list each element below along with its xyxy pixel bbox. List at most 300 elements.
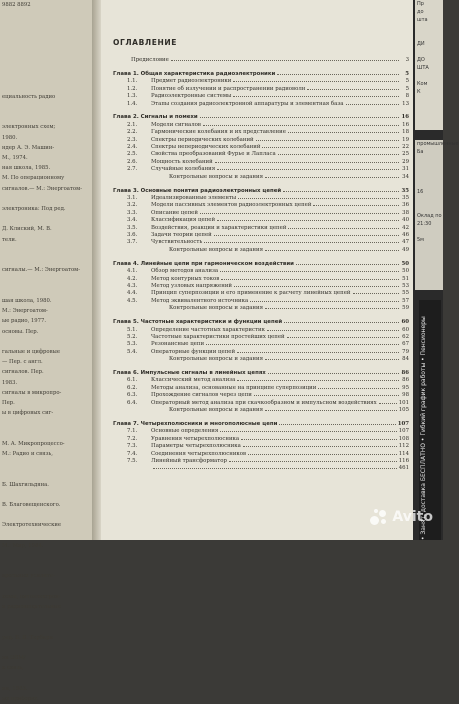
toc-entry-number: 2.6. (127, 158, 138, 165)
toc-entry-page: 40 (402, 217, 409, 224)
toc-leader-dots (296, 264, 399, 265)
toc-entry-page: 67 (402, 341, 409, 348)
toc-leader-dots (250, 301, 399, 302)
toc-entry (113, 443, 409, 450)
toc-entry-text: Чувствительность (151, 239, 203, 246)
toc-entry-page: 62 (402, 333, 409, 340)
toc-entry-text: Воздействия, реакции и характеристики цепей (151, 224, 287, 231)
left-page-line (0, 612, 96, 622)
left-page-line: сигналы в микропро- (2, 389, 62, 396)
toc-entry-number: 6.2. (127, 384, 138, 391)
toc-entry-page: 50 (402, 268, 409, 275)
left-page-line (0, 561, 96, 571)
toc-leader-dots (284, 322, 399, 323)
toc-entry-text: Метод эквивалентного источника (151, 297, 249, 304)
background-newspaper (413, 0, 459, 540)
left-page-line (0, 245, 96, 255)
toc-entry-number: 5.2. (127, 333, 138, 340)
newspaper-middle (415, 140, 459, 290)
left-page-line (0, 112, 96, 122)
toc-entry-text: Частотные характеристики простейших цепей (151, 333, 285, 340)
newspaper-line: Оклад по (417, 213, 442, 219)
toc-entry-text: Описание цепей (151, 209, 198, 216)
toc-entry-number: 3.7. (127, 239, 138, 246)
left-page-line: электронных схем; (2, 124, 56, 131)
toc-leader-dots (243, 446, 397, 447)
toc-entry-text: Идеализированные элементы (151, 195, 237, 201)
toc-entry (113, 232, 409, 239)
toc-leader-dots (267, 330, 399, 331)
left-page-line: к связь, (2, 665, 24, 672)
left-page-line (0, 275, 96, 285)
left-page-line (0, 551, 96, 561)
toc-leader-dots (171, 60, 399, 61)
left-page-line: сигналов.— М.: Энергоатом- (2, 185, 82, 192)
toc-leader-dots (265, 177, 399, 178)
left-page-line: сигналы.— М.: Энергоатом- (2, 267, 81, 274)
toc-entry-text: Понятие об излучении и распространении радиоволн (151, 85, 306, 92)
toc-entry-page: 107 (397, 420, 409, 427)
toc-entry-number: 3.5. (127, 224, 138, 231)
toc-entry-text: Глава 2. Сигналы и помехи (113, 114, 198, 121)
toc-entry (113, 458, 409, 465)
toc-entry-page: 13 (402, 100, 409, 107)
toc-entry (113, 174, 409, 181)
left-page-line: 1980. (2, 134, 18, 141)
left-page-line (0, 102, 96, 112)
toc-entry-text: Предмет радиоэлектроники (151, 78, 232, 85)
left-page-line: ред. Б. В. Тербари (2, 634, 54, 641)
left-page-line: основы. Пер. (2, 328, 39, 335)
toc-chapter (113, 421, 409, 428)
toc-entry-number: 6.4. (127, 399, 138, 406)
toc-entry-number: 6.1. (127, 377, 138, 384)
toc-entry-page: 31 (402, 166, 409, 173)
toc-entry (113, 78, 409, 85)
left-page-line: ы в цифровых сиг- (2, 410, 54, 417)
newspaper-line (415, 196, 443, 204)
toc-entry-number: 7.3. (127, 443, 138, 450)
toc-entry-text: Глава 7. Четырехполюсники и многополюсные цепи (113, 420, 278, 427)
toc-entry-page: 29 (402, 158, 409, 165)
toc-entry-page: 19 (402, 136, 409, 143)
avito-watermark-text: Avito (392, 509, 433, 525)
toc-leader-dots (153, 468, 397, 469)
toc-entry-text: Классический метод анализа (151, 377, 236, 384)
toc-entry (113, 239, 409, 246)
toc-entry-number: 4.2. (127, 275, 138, 282)
newspaper-line: ДО (417, 57, 425, 63)
right-page (101, 0, 413, 540)
toc-entry (113, 334, 409, 341)
toc-entry-text: Параметры четырехполюсника (151, 443, 241, 450)
toc-entry (113, 356, 409, 363)
toc-entry-page: 50 (401, 260, 409, 267)
left-page-line: на ЭВМ/ (2, 655, 26, 661)
newspaper-line: Пр (417, 1, 424, 7)
toc-entry-number: 1.2. (127, 85, 138, 92)
left-page-line: шая школа, 1980. (2, 297, 52, 304)
toc-entry-page: 79 (402, 348, 409, 355)
left-page-line (0, 337, 96, 347)
toc-entry-text: Метод контурных токов (151, 275, 220, 282)
toc-entry-text: Контрольные вопросы и задания (169, 305, 264, 312)
toc-entry (113, 129, 409, 136)
toc-leader-dots (200, 117, 399, 118)
toc-leader-dots (220, 431, 396, 432)
left-page-line (0, 255, 96, 265)
left-page-line (0, 194, 96, 204)
left-page-line: и радиовещательные (2, 603, 62, 610)
toc-leader-dots (214, 235, 399, 236)
toc-entry-text: Модели пассивных элементов радиоэлектронных цепей (151, 202, 312, 209)
left-page-line: Д. Клиский, М. В. (2, 226, 52, 233)
toc-entry-number: 3.4. (127, 217, 138, 224)
toc-entry (113, 101, 409, 108)
toc-entry-page: 42 (402, 224, 409, 231)
toc-entry-text: Радиоэлектронные системы (151, 93, 232, 100)
toc-entry (113, 290, 409, 297)
toc-leader-dots (277, 74, 399, 75)
toc-entry-number: 3.1. (127, 195, 138, 201)
toc-entry-text: Контрольные вопросы и задания (169, 173, 264, 180)
toc-entry-number: 6.3. (127, 392, 138, 399)
toc-entry-text: Предисловие (131, 57, 169, 63)
toc-entry-text: Глава 5. Частотные характеристики и функции цепей (113, 319, 283, 326)
left-page-line (0, 41, 96, 51)
toc-entry (113, 276, 409, 283)
toc-entry-number: 1.4. (127, 100, 138, 107)
toc-entry-page: 38 (402, 209, 409, 216)
toc-leader-dots (248, 454, 397, 455)
toc-entry (113, 392, 409, 399)
toc-entry-number: 2.3. (127, 136, 138, 143)
toc-entry-page: 16 (402, 121, 409, 128)
left-page-line (0, 418, 96, 428)
toc-entry-page: 107 (398, 428, 409, 435)
left-page-line: 9882 8892 (2, 2, 31, 8)
toc-entry-number: 2.1. (127, 121, 138, 128)
left-page-line: М.: Энергоатом- (2, 308, 48, 315)
toc-entry (113, 341, 409, 348)
toc-entry-number: 5.3. (127, 341, 138, 348)
left-page-line: В. Благовещенского. (2, 501, 61, 508)
toc-leader-dots (265, 359, 399, 360)
left-page-line: — Пер. с англ. (2, 359, 43, 366)
left-page-line (0, 490, 96, 500)
left-page-line: 1983. (2, 379, 18, 386)
toc-chapter (113, 370, 409, 377)
toc-entry-text: Метод узловых напряжений (151, 282, 233, 289)
toc-entry (113, 436, 409, 443)
toc-entry (113, 268, 409, 275)
toc-entry (113, 217, 409, 224)
toc-entry-text: Прохождение сигналов через цепи (151, 392, 252, 399)
left-page-line (0, 61, 96, 71)
toc-entry-page: 46 (402, 232, 409, 239)
left-page-line (0, 531, 96, 541)
toc-entry-page: 36 (402, 202, 409, 209)
toc-entry-text: Классификация цепей (151, 217, 216, 224)
toc-leader-dots (217, 169, 399, 170)
toc-entry-page: 59 (402, 305, 409, 312)
toc-entry-text: Мощность колебаний (151, 158, 213, 165)
left-page-line: ндер А. Э. Машин- (2, 144, 55, 151)
toc-entry-number: 7.2. (127, 435, 138, 442)
left-page-line (0, 51, 96, 61)
toc-entry-text: Линейный трансформатор (151, 458, 227, 464)
toc-entry-page: 55 (402, 290, 409, 297)
left-page-line (0, 286, 96, 296)
toc-entry-page: 105 (398, 407, 409, 414)
toc-entry (113, 465, 409, 472)
left-page-line: М., 1974. (2, 155, 28, 162)
toc-leader-dots (287, 337, 399, 338)
toc-entry-number: 5.1. (127, 326, 138, 333)
left-page-line: гальные и цифровые (2, 348, 60, 355)
toc-entry-text: Глава 6. Импульсные сигналы в линейных цепях (113, 370, 266, 377)
left-page-line: сигналов. Пер. (2, 369, 44, 376)
toc-entry-page: 108 (398, 435, 409, 442)
toc-entry-number: 3.6. (127, 232, 138, 239)
toc-leader-dots (262, 147, 399, 148)
toc-chapter (113, 319, 409, 326)
toc-entry-page: 22 (402, 144, 409, 151)
toc-leader-dots (279, 424, 395, 425)
toc-entry-page: 86 (401, 370, 409, 377)
left-page-line (0, 469, 96, 479)
toc-entry-number: 7.5. (127, 458, 138, 464)
left-page-line: М.: Мир, 1984. (2, 542, 44, 549)
toc-entry-text: Контрольные вопросы и задания (169, 246, 264, 253)
toc-leader-dots (283, 191, 399, 192)
toc-entry-number: 1.1. (127, 78, 138, 85)
toc-leader-dots (233, 96, 399, 97)
toc-leader-dots (237, 352, 399, 353)
toc-entry (113, 428, 409, 435)
newspaper-line: 21:30 (417, 221, 432, 227)
toc-entry-page: 86 (402, 377, 409, 384)
newspaper-line (415, 172, 443, 180)
toc-leader-dots (215, 162, 399, 163)
toc-leader-dots (288, 228, 399, 229)
toc-entry-page: 95 (402, 384, 409, 391)
table-of-contents (113, 38, 409, 473)
toc-entry-number: 3.2. (127, 202, 138, 209)
toc-entry-text: Задачи теории цепей (151, 232, 212, 239)
toc-entry-page: 35 (402, 195, 409, 201)
toc-entry-text: Соединения четырехполюсников (151, 450, 247, 457)
newspaper-line (415, 180, 443, 188)
left-page (0, 0, 96, 702)
toc-entry-page: 5 (405, 70, 409, 77)
toc-entry (113, 305, 409, 312)
toc-rows (113, 57, 409, 473)
toc-entry-page: 18 (402, 129, 409, 136)
toc-title: ОГЛАВЛЕНИЕ (113, 38, 177, 47)
toc-entry-text: Операторный метод анализа при скачкообразном и импульсном воздействиях (151, 399, 377, 406)
left-page-line (0, 643, 96, 653)
toc-entry-page: 35 (401, 187, 409, 194)
toc-entry (113, 166, 409, 173)
toc-leader-dots (238, 198, 399, 199)
toc-leader-dots (288, 132, 399, 133)
newspaper-line: Ба (417, 149, 424, 155)
newspaper-line (415, 228, 443, 236)
left-page-line (0, 31, 96, 41)
toc-entry-page: 47 (402, 239, 409, 246)
toc-leader-dots (220, 271, 399, 272)
newspaper-line: до (417, 9, 424, 15)
toc-entry (113, 298, 409, 305)
toc-entry-number: 2.7. (127, 166, 138, 173)
toc-entry-page: 5 (405, 85, 409, 92)
toc-entry (113, 195, 409, 202)
toc-entry-page: 98 (402, 392, 409, 399)
left-page-line (0, 622, 96, 632)
toc-entry-page: 16 (401, 114, 409, 121)
avito-logo-icon (370, 508, 388, 526)
newspaper-line (415, 204, 443, 212)
toc-entry-page: 8 (405, 93, 409, 100)
toc-entry-page: 49 (402, 246, 409, 253)
left-page-line: М.: Радио и связь, (2, 450, 53, 457)
toc-entry (113, 327, 409, 334)
toc-entry-number: 1.3. (127, 93, 138, 100)
toc-entry (113, 57, 409, 64)
toc-entry-page: 60 (401, 319, 409, 326)
left-page-line: ециальность радио (2, 93, 56, 100)
toc-entry-page: 57 (402, 297, 409, 304)
newspaper-line: 16 (417, 189, 424, 195)
toc-leader-dots (265, 250, 399, 251)
toc-entry-page: 461 (398, 465, 409, 472)
toc-leader-dots (278, 154, 399, 155)
toc-leader-dots (353, 293, 400, 294)
left-page-line: Пер. (2, 399, 15, 406)
toc-entry-text: Глава 3. Основные понятия радиоэлектронных цепей (113, 187, 282, 194)
newspaper-line (415, 156, 443, 164)
toc-entry-text: Этапы создания радиоэлектронной аппаратуры и элементная база (151, 100, 344, 107)
left-page-line (0, 20, 96, 30)
toc-leader-dots (265, 410, 397, 411)
left-page-line (0, 214, 96, 224)
avito-watermark (370, 508, 433, 526)
toc-leader-dots (241, 439, 397, 440)
toc-leader-dots (204, 242, 399, 243)
toc-entry-text: Спектры периодических колебаний (151, 136, 254, 143)
newspaper-line: К (417, 89, 421, 95)
toc-chapter (113, 114, 409, 121)
toc-entry (113, 86, 409, 93)
toc-entry-page: 114 (398, 450, 409, 457)
left-page-line (0, 71, 96, 81)
toc-leader-dots (268, 373, 399, 374)
toc-entry (113, 137, 409, 144)
left-page-line: ная школа, 1985. (2, 165, 51, 172)
left-page-line (0, 82, 96, 92)
toc-entry-text: Контрольные вопросы и задания (169, 356, 264, 363)
left-page-line: ии, 1983. (2, 685, 28, 692)
toc-entry-text: Свойства преобразований Фурье и Лапласа (151, 151, 276, 158)
left-page-line: ых приборах. (2, 695, 39, 702)
toc-leader-dots (234, 286, 399, 287)
toc-entry (113, 151, 409, 158)
toc-entry (113, 407, 409, 414)
left-page-line (0, 459, 96, 469)
toc-entry-text: Принцип суперпозиции и его применение к расчету линейных цепей (151, 290, 351, 297)
toc-leader-dots (203, 125, 399, 126)
newspaper-line: промышленные (417, 141, 459, 147)
newspaper-line: ШТА (417, 65, 429, 71)
toc-entry-text: Уравнения четырехполюсника (151, 435, 240, 442)
left-page-line: М. А. Микропроцессо- (2, 440, 65, 447)
left-page-line (0, 673, 96, 683)
newspaper-line (415, 32, 443, 40)
toc-leader-dots (254, 395, 399, 396)
newspaper-line (415, 72, 443, 80)
toc-leader-dots (313, 205, 399, 206)
toc-entry-page: 101 (398, 399, 409, 406)
toc-leader-dots (318, 388, 399, 389)
newspaper-line (415, 24, 443, 32)
left-page-line (0, 429, 96, 439)
newspaper-top (415, 0, 443, 130)
toc-entry-page: 112 (398, 443, 409, 450)
newspaper-line (415, 48, 443, 56)
toc-entry-text: Резонансные цепи (151, 341, 205, 348)
left-page-line: тели. (2, 236, 17, 243)
toc-entry-page: 53 (402, 282, 409, 289)
toc-entry-text: Определение частотных характеристик (151, 326, 265, 333)
toc-entry-text: Основные определения (151, 428, 219, 435)
toc-entry-page: 51 (402, 275, 409, 282)
left-page-line: Электротехнические (2, 522, 62, 529)
toc-leader-dots (346, 104, 399, 105)
toc-leader-dots (200, 213, 399, 214)
toc-entry-text: Модели сигналов (151, 121, 201, 128)
toc-entry-text: Случайные колебания (151, 166, 216, 173)
toc-entry-page: 25 (402, 151, 409, 158)
toc-leader-dots (217, 220, 399, 221)
toc-entry-page: 60 (402, 326, 409, 333)
left-page-line (0, 582, 96, 592)
toc-leader-dots (379, 403, 397, 404)
toc-entry-number: 4.1. (127, 268, 138, 275)
newspaper-line: Ком (417, 81, 428, 87)
toc-entry-page: 84 (402, 356, 409, 363)
toc-entry (113, 225, 409, 232)
toc-entry-page: 34 (402, 173, 409, 180)
toc-entry-page: 5 (405, 78, 409, 85)
newspaper-line (415, 164, 443, 172)
toc-entry (113, 93, 409, 100)
toc-entry-text: Обзор методов анализа (151, 268, 219, 275)
toc-entry-number: 7.1. (127, 428, 138, 435)
toc-leader-dots (237, 380, 399, 381)
toc-entry-number: 4.4. (127, 290, 138, 297)
toc-leader-dots (307, 89, 399, 90)
toc-entry-number: 4.3. (127, 282, 138, 289)
toc-entry-text: Операторные функции цепей (151, 348, 236, 355)
newspaper-line: шта (417, 17, 428, 23)
toc-leader-dots (221, 279, 399, 280)
left-page-line: Б. Шахгильдяна. (2, 481, 49, 488)
toc-entry (113, 349, 409, 356)
toc-entry (113, 202, 409, 209)
toc-entry (113, 377, 409, 384)
toc-entry (113, 400, 409, 407)
